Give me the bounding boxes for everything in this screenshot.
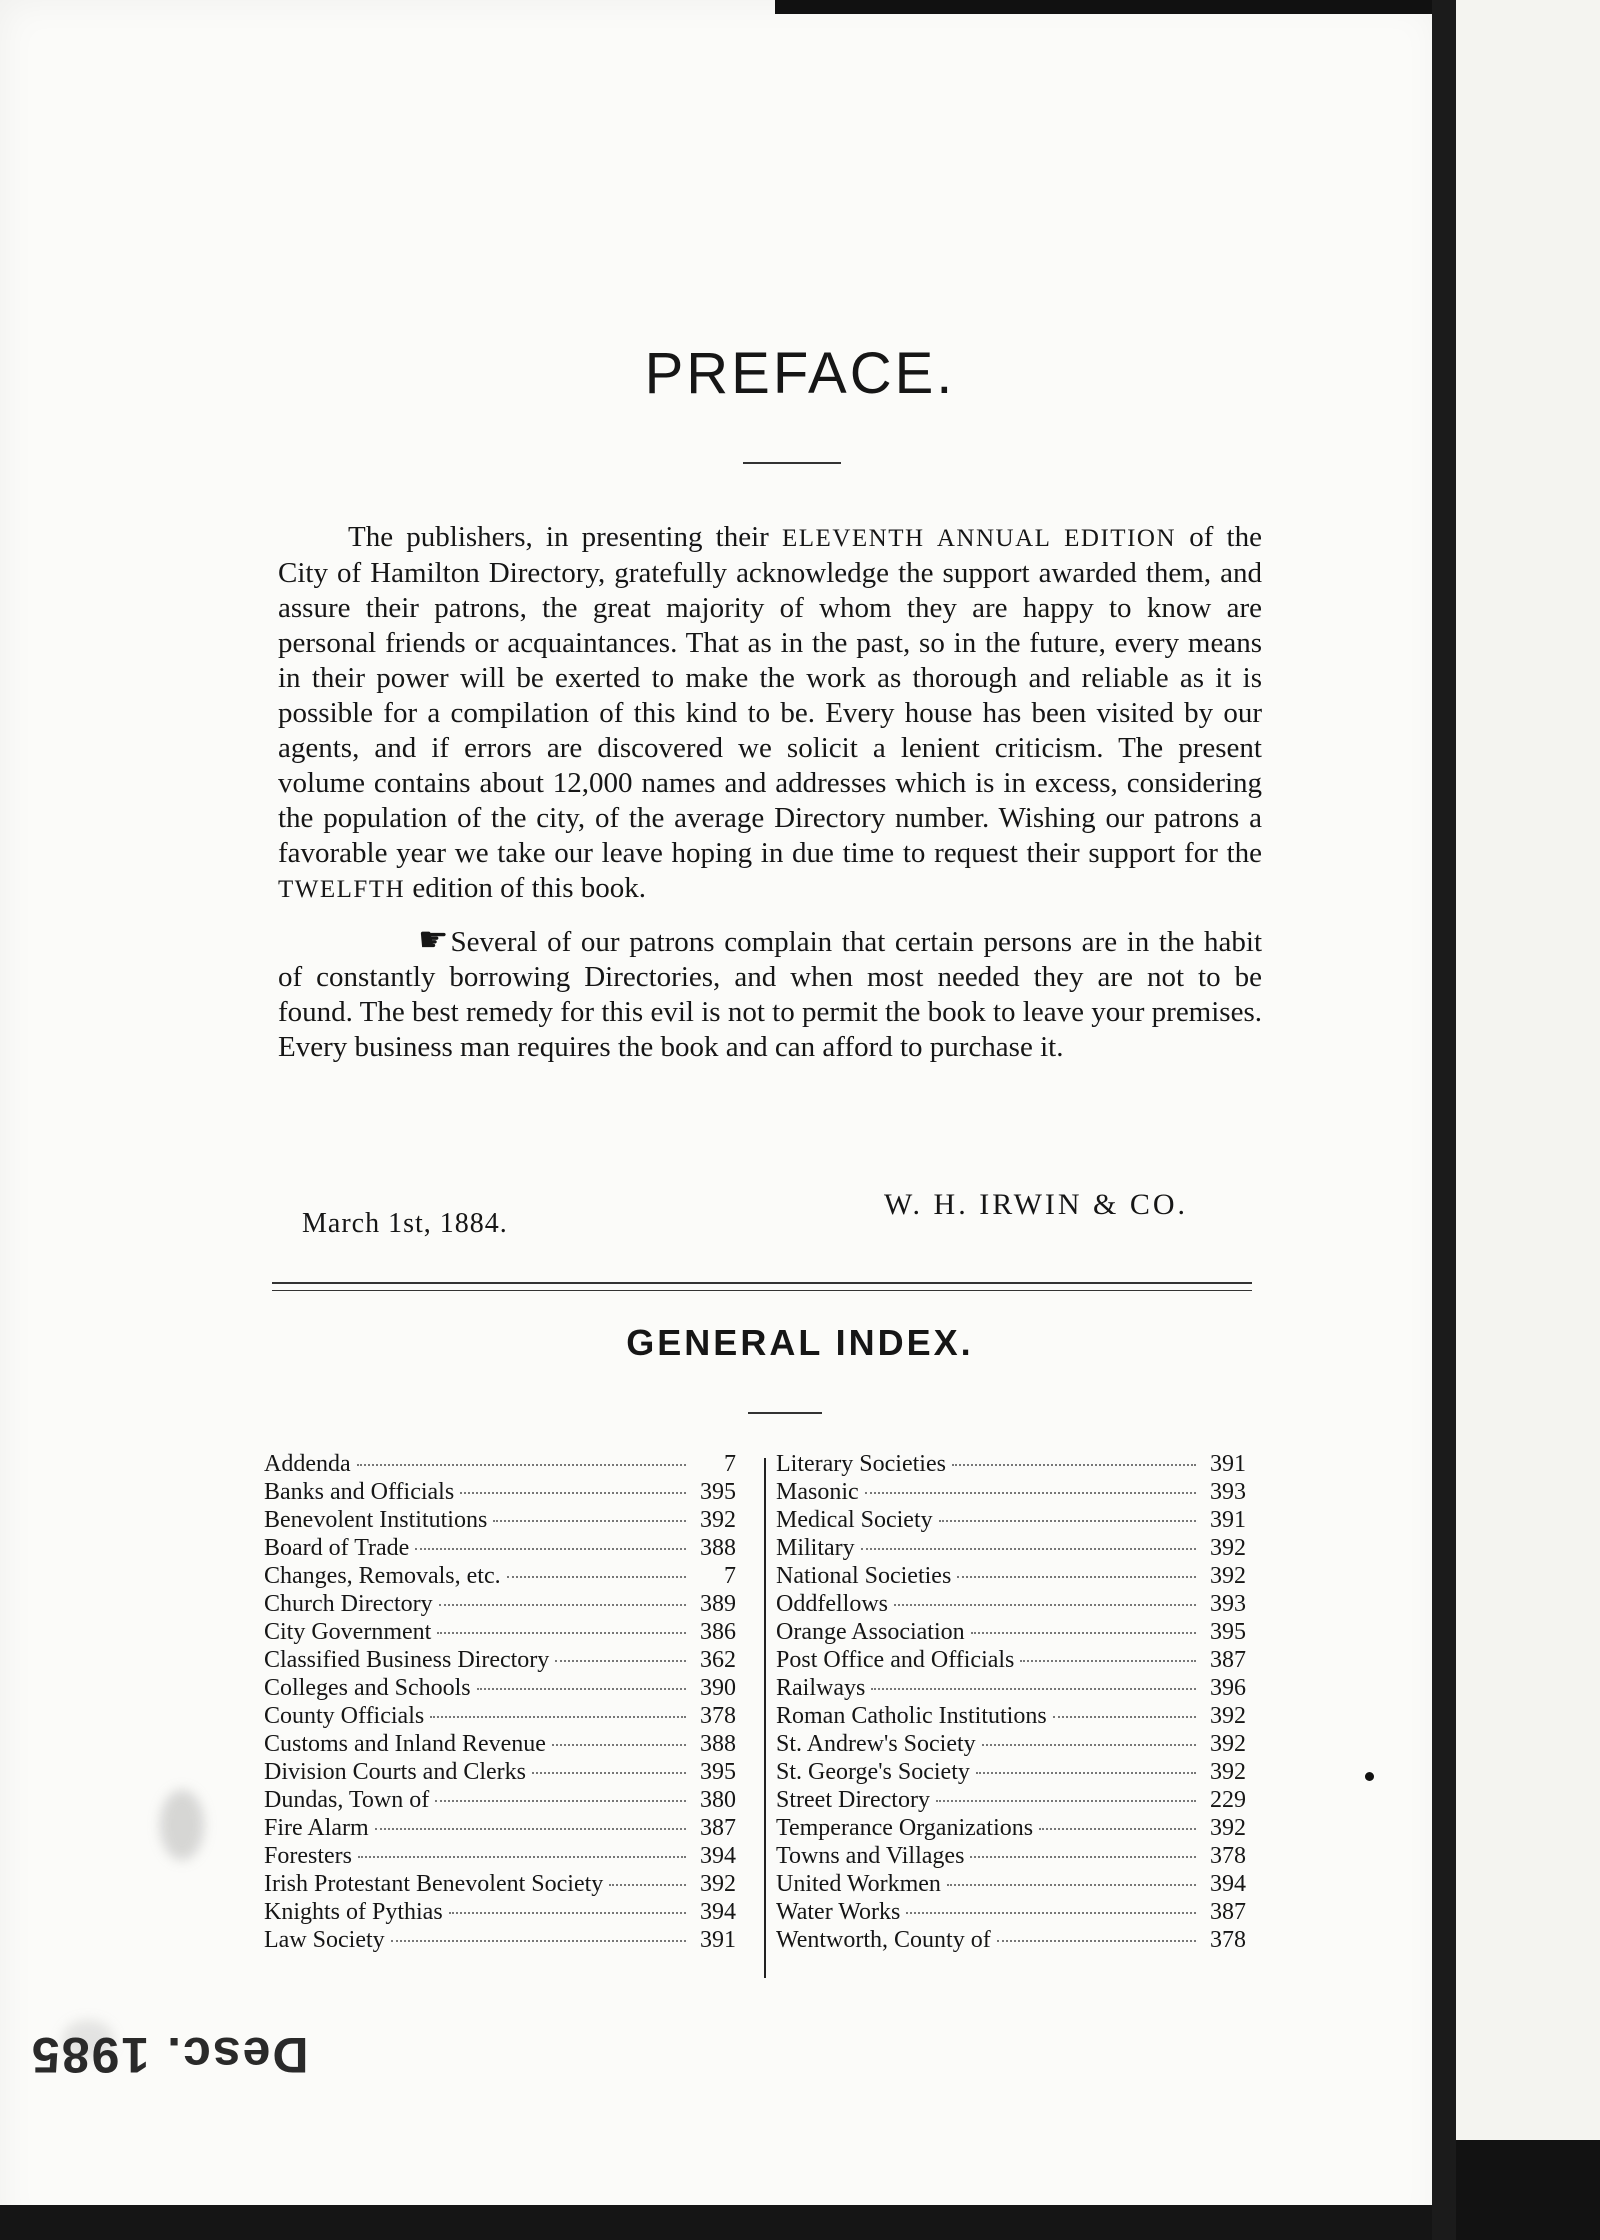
index-entry [264,1898,736,1926]
index-title: GENERAL INDEX. [626,1322,974,1363]
index-entry-page: 390 [700,1675,736,1701]
dot-leader [439,1604,686,1606]
index-entry-page: 391 [700,1927,736,1953]
dot-leader [906,1912,1196,1914]
index-entry [776,1730,1246,1758]
index-entry-label: Addenda [264,1451,351,1477]
index-entry-page: 392 [1210,1815,1246,1841]
preface-paragraph: The publishers, in presenting their ELEVENTH ANNUAL EDITION of the City of Hamilton Directory, gratefully acknowledge the support awarded them, and assure their patrons, the great majority of whom they are happy to know are personal friends or acquaintances. That as in the past, so in the future, every means in their power will be exerted to make the work as thorough and reliable as it is possible for a compilation of this kind to be. Every house has been visited by our agents, and if errors are discovered we solicit a lenient criticism. The present volume contains about 12,000 names and addresses which is in excess, considering the population of the city, of the average Directory number. Wishing our patrons a favorable year we take our leave hoping in due time to request their support for the TWELFTH edition of this book. [278,521,1262,904]
dot-leader [871,1688,1196,1690]
index-entry-page: 7 [724,1563,736,1589]
dot-leader [865,1492,1196,1494]
preface-date: March 1st, 1884. [302,1208,508,1239]
index-entry-page: 389 [700,1591,736,1617]
index-entry [776,1562,1246,1590]
index-entry-page: 386 [700,1619,736,1645]
index-entry-page: 392 [700,1871,736,1897]
index-entry-page: 362 [700,1647,736,1673]
index-entry-page: 387 [700,1815,736,1841]
index-entry [776,1814,1246,1842]
index-entry-page: 396 [1210,1675,1246,1701]
index-entry-label: Benevolent Institutions [264,1507,488,1533]
index-column-left [264,1450,736,1954]
index-entry-page: 392 [1210,1535,1246,1561]
adjacent-page-shadow [1456,2140,1600,2240]
index-entry-label: Changes, Removals, etc. [264,1563,501,1589]
dot-leader [357,1464,686,1466]
smudge-mark [160,1790,204,1860]
index-entry [264,1478,736,1506]
index-entry-label: Literary Societies [776,1451,946,1477]
index-entry [264,1590,736,1618]
index-entry-label: Banks and Officials [264,1479,455,1505]
dot-leader [861,1548,1196,1550]
dot-leader [1053,1716,1196,1718]
index-entry [264,1674,736,1702]
index-entry [776,1786,1246,1814]
index-entry [264,1870,736,1898]
notice-paragraph: ☛Several of our patrons complain that certain persons are in the habit of constantly borrowing Directories, and when most needed they are not to be found. The best remedy for this evil is not to permit the book to leave your premises. Every business man requires the book and can afford to purchase it. [278,922,1262,1063]
dot-leader [971,1632,1196,1634]
index-entry-label: St. George's Society [776,1759,970,1785]
index-entry-page: 388 [700,1535,736,1561]
index-entry [264,1450,736,1478]
index-column-right [776,1450,1246,1954]
dot-leader [507,1576,686,1578]
index-entry [776,1758,1246,1786]
index-entry-label: Roman Catholic Institutions [776,1703,1047,1729]
index-entry-label: Division Courts and Clerks [264,1759,526,1785]
dot-leader [415,1548,686,1550]
dot-leader [952,1464,1196,1466]
index-entry-page: 394 [700,1843,736,1869]
dot-leader [894,1604,1196,1606]
dot-leader [477,1688,686,1690]
index-entry-label: Temperance Organizations [776,1815,1034,1841]
index-entry [264,1814,736,1842]
index-entry-label: Board of Trade [264,1535,410,1561]
index-entry-page: 393 [1210,1479,1246,1505]
index-entry-page: 392 [1210,1563,1246,1589]
index-entry [264,1730,736,1758]
index-entry-label: Street Directory [776,1787,930,1813]
dot-leader [947,1884,1196,1886]
index-entry-page: 380 [700,1787,736,1813]
index-entry [776,1646,1246,1674]
index-entry [776,1478,1246,1506]
section-divider [272,1290,1252,1291]
index-entry [264,1758,736,1786]
index-entry-label: National Societies [776,1563,952,1589]
index-entry-label: Medical Society [776,1507,933,1533]
index-entry [264,1926,736,1954]
dot-leader [460,1492,686,1494]
index-entry-page: 387 [1210,1899,1246,1925]
library-stamp: Desc. 1985 [30,2027,309,2083]
index-entry-label: Classified Business Directory [264,1647,550,1673]
dot-leader [957,1576,1196,1578]
dot-leader [936,1800,1196,1802]
index-entry-label: Towns and Villages [776,1843,965,1869]
index-entry-label: Knights of Pythias [264,1899,443,1925]
index-entry [264,1646,736,1674]
index-entry [776,1534,1246,1562]
dot-leader [982,1744,1196,1746]
bottom-edge-shadow [0,2205,1440,2240]
pointing-hand-icon: ☛ [418,922,449,959]
index-divider [748,1412,822,1414]
dot-leader [532,1772,686,1774]
dot-leader [449,1912,686,1914]
index-entry-page: 395 [1210,1619,1246,1645]
index-entry [776,1618,1246,1646]
index-entry-page: 394 [700,1899,736,1925]
index-entry [264,1842,736,1870]
index-entry [776,1702,1246,1730]
signature: W. H. IRWIN & CO. [884,1188,1189,1221]
index-entry [264,1618,736,1646]
index-entry-label: Irish Protestant Benevolent Society [264,1871,604,1897]
index-entry-page: 394 [1210,1871,1246,1897]
index-entry [776,1842,1246,1870]
section-divider [272,1282,1252,1284]
index-entry-page: 378 [1210,1843,1246,1869]
index-entry-page: 388 [700,1731,736,1757]
index-entry-page: 229 [1210,1787,1246,1813]
dot-leader [970,1856,1196,1858]
index-entry [264,1534,736,1562]
index-entry-label: Wentworth, County of [776,1927,991,1953]
dot-leader [609,1884,686,1886]
index-entry-label: Foresters [264,1843,352,1869]
adjacent-page-edge [1456,0,1600,2140]
index-entry-label: Railways [776,1675,866,1701]
dot-leader [391,1940,686,1942]
index-entry-page: 387 [1210,1647,1246,1673]
dot-leader [1039,1828,1196,1830]
index-entry [776,1926,1246,1954]
index-entry-label: City Government [264,1619,432,1645]
dot-leader [493,1520,686,1522]
index-entry-label: Military [776,1535,855,1561]
index-entry [776,1674,1246,1702]
preface-body [278,520,1262,1083]
index-entry-label: Fire Alarm [264,1815,369,1841]
index-entry-page: 7 [724,1451,736,1477]
title-divider [743,462,841,464]
index-entry-page: 391 [1210,1507,1246,1533]
index-entry [264,1506,736,1534]
index-entry-page: 392 [1210,1703,1246,1729]
dot-leader [358,1856,686,1858]
dot-leader [1020,1660,1196,1662]
dot-leader [976,1772,1196,1774]
index-entry-page: 393 [1210,1591,1246,1617]
index-entry-page: 391 [1210,1451,1246,1477]
top-edge-shadow [775,0,1440,14]
index-entry-label: Colleges and Schools [264,1675,471,1701]
index-entry-label: Customs and Inland Revenue [264,1731,546,1757]
index-entry-label: Church Directory [264,1591,433,1617]
index-entry-label: St. Andrew's Society [776,1731,976,1757]
dot-leader [997,1940,1196,1942]
index-entry-label: United Workmen [776,1871,941,1897]
index-entry-label: Law Society [264,1927,385,1953]
index-entry-page: 392 [1210,1759,1246,1785]
ink-dot [1365,1772,1374,1781]
dot-leader [375,1828,686,1830]
book-spine [1432,0,1456,2240]
index-entry-page: 378 [700,1703,736,1729]
index-entry-page: 395 [700,1759,736,1785]
dot-leader [435,1800,686,1802]
dot-leader [552,1744,686,1746]
index-entry-label: Oddfellows [776,1591,888,1617]
index-entry-page: 395 [700,1479,736,1505]
index-entry-label: Orange Association [776,1619,965,1645]
dot-leader [430,1716,686,1718]
index-entry [264,1702,736,1730]
index-entry-label: Water Works [776,1899,901,1925]
index-entry [776,1506,1246,1534]
index-entry [776,1450,1246,1478]
column-separator [764,1458,766,1978]
index-entry-label: Dundas, Town of [264,1787,430,1813]
index-entry-label: County Officials [264,1703,425,1729]
index-entry [776,1898,1246,1926]
page-title: PREFACE. [644,341,956,406]
dot-leader [555,1660,686,1662]
index-entry-page: 392 [700,1507,736,1533]
index-entry-label: Masonic [776,1479,859,1505]
index-entry [264,1786,736,1814]
index-entry [776,1590,1246,1618]
index-entry [264,1562,736,1590]
index-entry-label: Post Office and Officials [776,1647,1015,1673]
index-entry [776,1870,1246,1898]
dot-leader [939,1520,1196,1522]
dot-leader [437,1632,686,1634]
index-entry-page: 378 [1210,1927,1246,1953]
index-entry-page: 392 [1210,1731,1246,1757]
